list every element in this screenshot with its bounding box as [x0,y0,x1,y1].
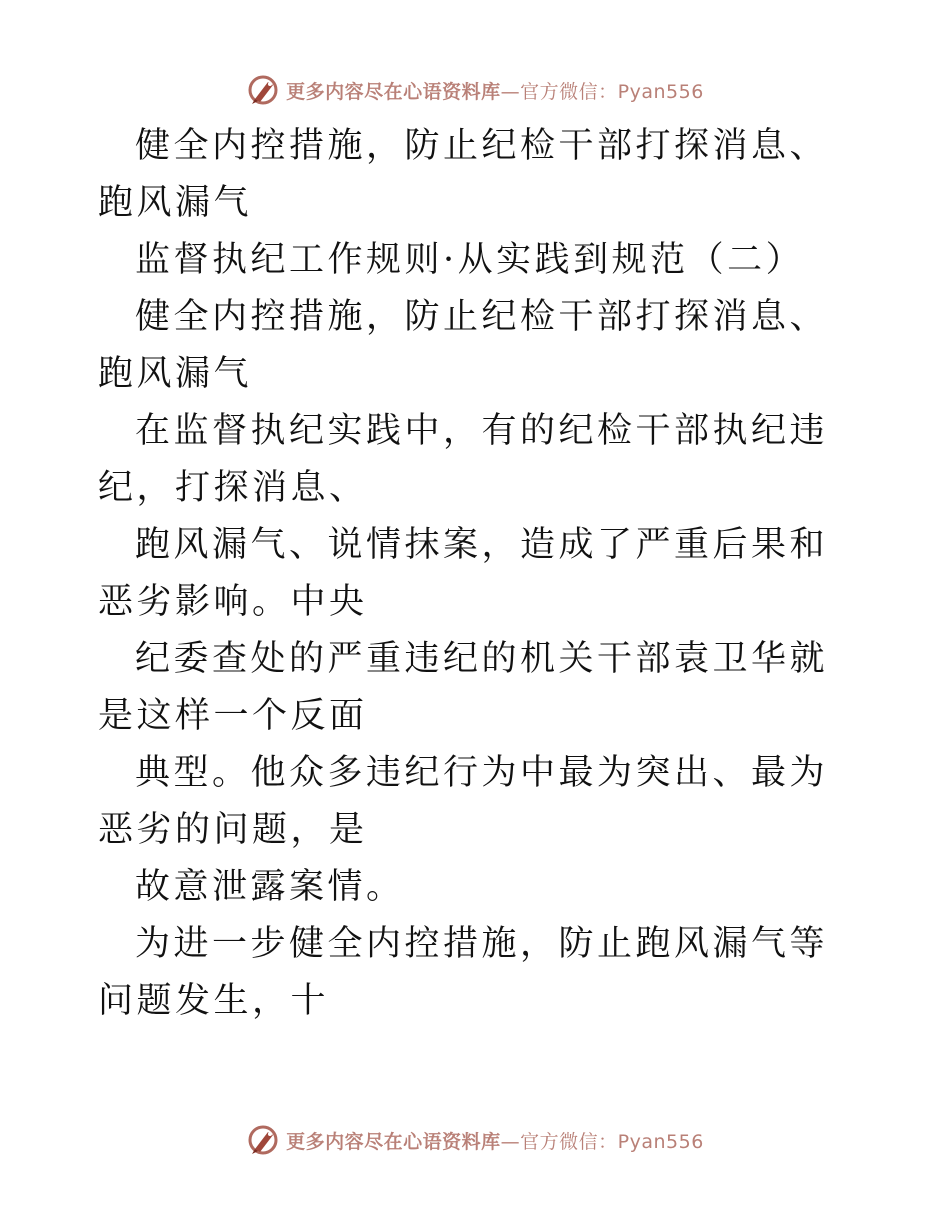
header-watermark [0,72,950,108]
footer-watermark [0,1122,950,1158]
watermark-wechat-text: 官方微信：Pyan556 [520,1130,704,1153]
paragraph: 健全内控措施，防止纪检干部打探消息、跑风漏气 [98,126,829,223]
paragraph: 跑风漏气、说情抹案，造成了严重后果和恶劣影响。中央 [98,525,829,622]
paragraph: 典型。他众多违纪行为中最为突出、最为恶劣的问题，是 [98,753,829,850]
pen-logo-icon [246,73,280,107]
document-body [98,118,858,1030]
watermark-text [286,77,704,104]
watermark-dash: — [500,1130,521,1153]
watermark-dash: — [500,80,521,103]
watermark-main-text: 更多内容尽在心语资料库 [286,80,501,103]
watermark-text [286,1127,704,1154]
pen-logo-icon [246,1123,280,1157]
watermark-main-text: 更多内容尽在心语资料库 [286,1130,501,1153]
paragraph: 在监督执纪实践中，有的纪检干部执纪违纪，打探消息、 [98,411,829,508]
paragraph: 为进一步健全内控措施，防止跑风漏气等问题发生，十 [98,924,829,1021]
section-heading: 监督执纪工作规则·从实践到规范（二） [135,240,805,280]
paragraph: 健全内控措施，防止纪检干部打探消息、跑风漏气 [98,297,829,394]
paragraph: 故意泄露案情。 [135,867,405,907]
watermark-wechat-text: 官方微信：Pyan556 [520,80,704,103]
paragraph: 纪委查处的严重违纪的机关干部袁卫华就是这样一个反面 [98,639,829,736]
